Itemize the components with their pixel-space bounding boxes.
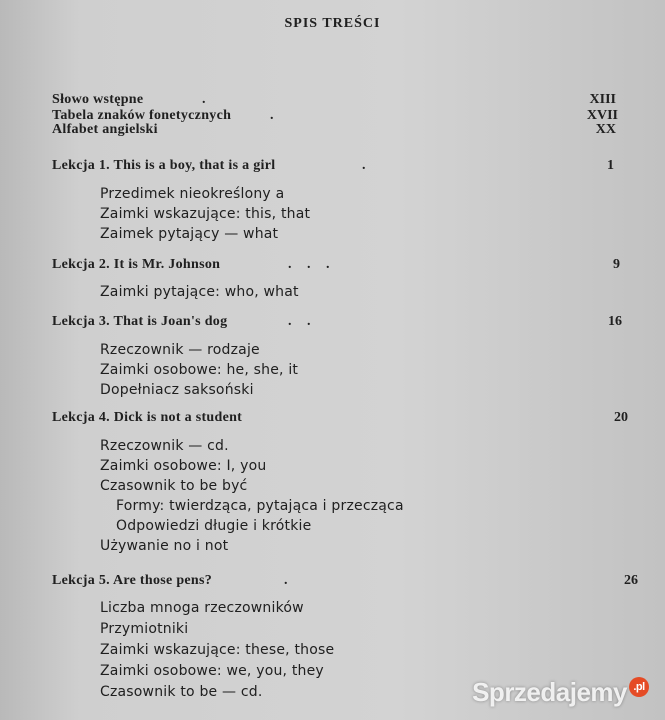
lesson-topic: Rzeczownik — cd. — [100, 438, 229, 454]
toc-entry-label: Tabela znaków fonetycznych — [52, 108, 232, 123]
toc-entry-page: XVII — [586, 108, 618, 123]
toc-entry-front-matter — [52, 122, 622, 142]
lesson-topic: Liczba mnoga rzeczowników — [100, 600, 304, 616]
toc-entry-lesson-2 — [52, 257, 622, 277]
toc-entry-label: Słowo wstępne — [52, 92, 144, 107]
lesson-topic: Rzeczownik — rodzaje — [100, 342, 260, 358]
lesson-heading: Lekcja 3. That is Joan's dog — [52, 314, 228, 329]
lesson-page: 16 — [608, 314, 622, 329]
lesson-topic: Zaimki wskazujące: this, that — [100, 206, 311, 222]
lesson-topic: Czasownik to be być — [100, 478, 248, 494]
lesson-topic: Używanie no i not — [100, 538, 229, 554]
watermark-text: Sprzedajemy — [472, 677, 627, 707]
watermark-logo — [472, 677, 649, 708]
leader-dots: . — [202, 92, 212, 107]
toc-entry-lesson-4 — [52, 410, 628, 430]
toc-entry-lesson-3 — [52, 314, 622, 334]
watermark-badge: .pl — [629, 677, 649, 697]
lesson-page: 20 — [614, 410, 628, 425]
leader-dots: . . . — [288, 257, 336, 272]
leader-dots: . . — [288, 314, 317, 329]
lesson-topic: Czasownik to be — cd. — [100, 684, 263, 700]
lesson-topic: Zaimki wskazujące: these, those — [100, 642, 335, 658]
lesson-topic: Zaimki osobowe: I, you — [100, 458, 267, 474]
lesson-topic: Przymiotniki — [100, 621, 189, 637]
lesson-topic: Zaimki osobowe: he, she, it — [100, 362, 299, 378]
leader-dots: . — [270, 108, 280, 123]
lesson-topic: Zaimki pytające: who, what — [100, 284, 299, 300]
leader-dots: . — [362, 158, 372, 173]
lesson-subtopic: Odpowiedzi długie i krótkie — [116, 518, 312, 534]
toc-entry-lesson-1 — [52, 158, 622, 178]
toc-entry-page: XX — [595, 122, 616, 137]
lesson-page: 26 — [624, 573, 638, 588]
toc-entry-lesson-5 — [52, 573, 638, 593]
leader-dots: . — [284, 573, 294, 588]
lesson-page: 1 — [607, 158, 614, 173]
lesson-heading: Lekcja 4. Dick is not a student — [52, 410, 243, 425]
lesson-page: 9 — [613, 257, 620, 272]
toc-entry-label: Alfabet angielski — [52, 122, 158, 137]
lesson-subtopic: Formy: twierdząca, pytająca i przecząca — [116, 498, 404, 514]
toc-entry-page: XIII — [589, 92, 616, 107]
lesson-heading: Lekcja 2. It is Mr. Johnson — [52, 257, 221, 272]
lesson-heading: Lekcja 5. Are those pens? — [52, 573, 213, 588]
lesson-topic: Zaimki osobowe: we, you, they — [100, 663, 324, 679]
lesson-topic: Zaimek pytający — what — [100, 226, 279, 242]
lesson-topic: Przedimek nieokreślony a — [100, 186, 285, 202]
page-title: SPIS TREŚCI — [284, 16, 381, 31]
lesson-heading: Lekcja 1. This is a boy, that is a girl — [52, 158, 276, 173]
lesson-topic: Dopełniacz saksoński — [100, 382, 254, 398]
